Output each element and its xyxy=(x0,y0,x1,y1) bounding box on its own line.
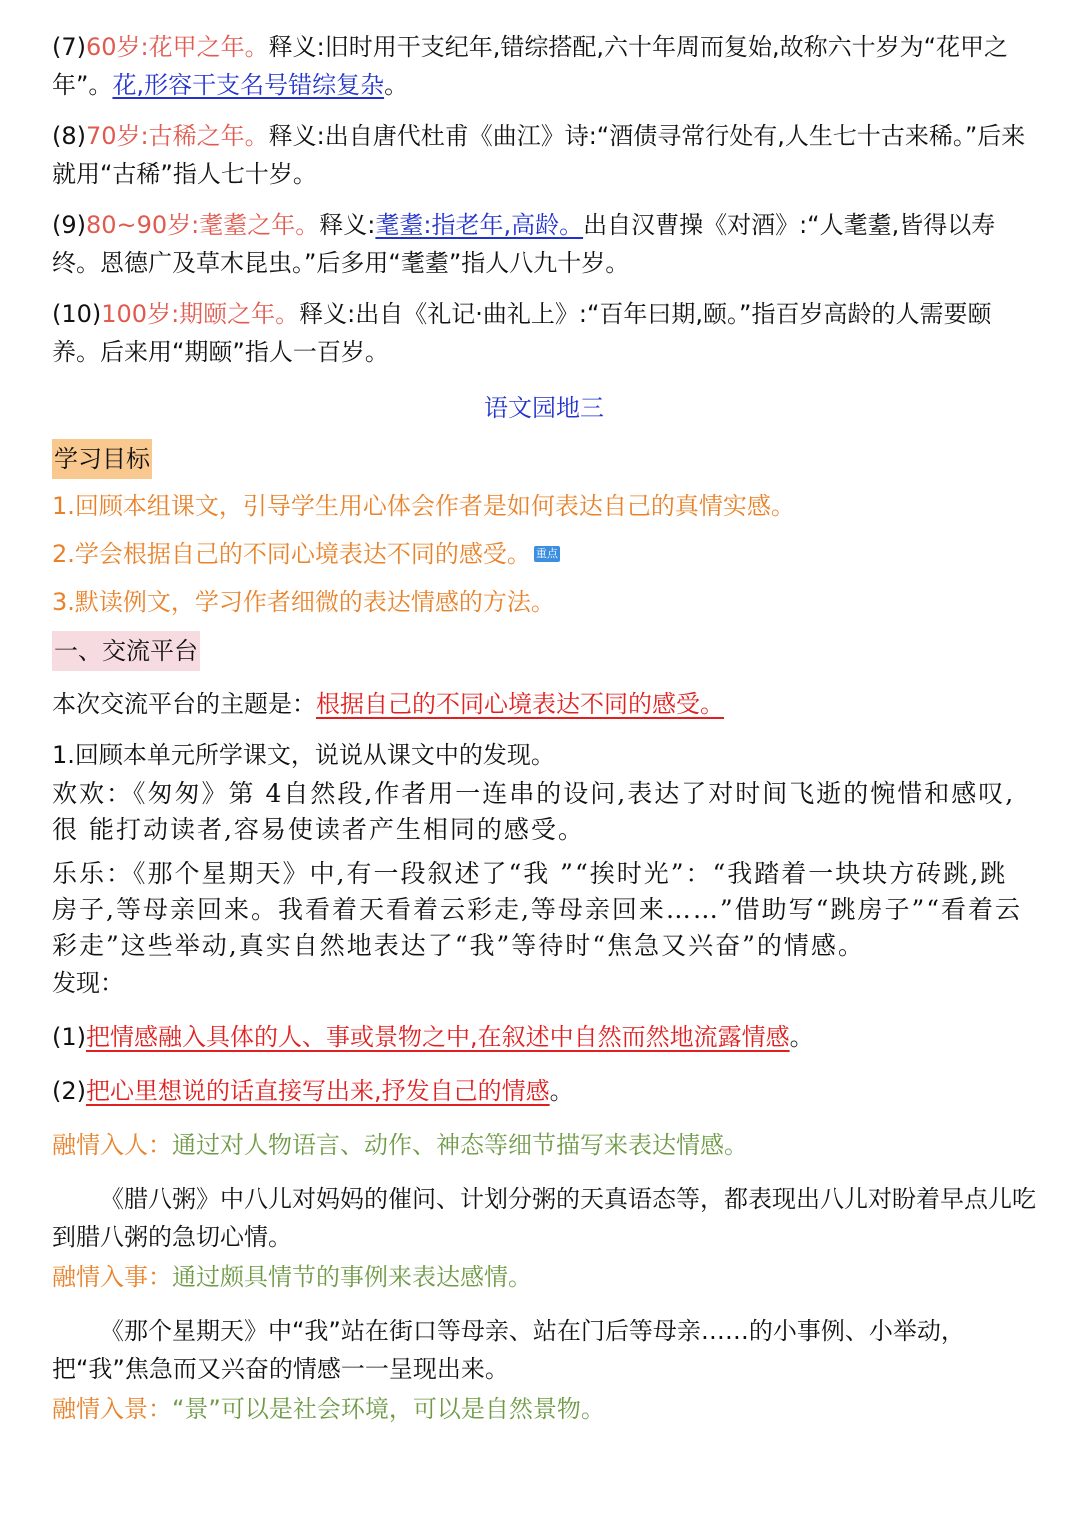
item-number: (10) xyxy=(52,300,102,328)
definition-label: 释义: xyxy=(299,300,356,328)
emotion-scene-text: “景”可以是社会环境，可以是自然景物。 xyxy=(172,1395,605,1423)
part1-heading: 一、交流平台 xyxy=(52,631,200,671)
age-term: 60岁:花甲之年。 xyxy=(86,33,269,61)
theme-text: 根据自己的不同心境表达不同的感受。 xyxy=(316,690,724,718)
goals-heading-row xyxy=(52,439,1036,479)
question-1: 1.回顾本单元所学课文，说说从课文中的发现。 xyxy=(52,741,555,769)
discovery-label: 发现： xyxy=(52,969,124,997)
goals-heading: 学习目标 xyxy=(52,439,152,479)
discovery-number: (2) xyxy=(52,1077,86,1105)
item-9 xyxy=(52,206,1036,282)
definition-label: 释义: xyxy=(268,122,325,150)
emotion-person xyxy=(52,1126,1036,1164)
theme-prefix: 本次交流平台的主题是： xyxy=(52,690,316,718)
item-7 xyxy=(52,28,1036,104)
definition-text: 出自《礼记·曲礼上》:“百年曰期,颐。”指百岁高龄的人需要颐养。后来用“期颐”指人一百岁。 xyxy=(52,300,992,366)
age-term: 100岁:期颐之年。 xyxy=(101,300,300,328)
definition-text: 出自唐代杜甫《曲江》诗:“酒债寻常行处有,人生七十古来稀。”后来就用“古稀”指人七十岁。 xyxy=(52,122,1026,188)
emotion-event-example: 《那个星期天》中“我”站在街口等母亲、站在门后等母亲……的小事例、小举动， 把“我”焦急而又兴奋的情感一一呈现出来。 xyxy=(52,1317,965,1383)
discovery-1 xyxy=(52,1018,1036,1056)
age-term: 80~90岁:耄耋之年。 xyxy=(86,211,320,239)
section-title: 语文园地三 xyxy=(484,394,604,422)
definition-text: 旧时用干支纪年,错综搭配,六十年周而复始,故称六十岁为“花甲之年”。 xyxy=(52,33,1009,99)
goal-2 xyxy=(52,535,1036,573)
lele-paragraph: 乐乐：《那个星期天》中,有一段叙述了“我 ”“挨时光”：“我踏着一块块方砖跳,跳 房子,等母亲回来。我看着天看着云彩走,等母亲回来……”借助写“跳房子”“看着云 彩走”这些举动,真实自然地表达了“我”等待时“焦急又兴奋”的情感。 xyxy=(52,859,1023,960)
item-number: (9) xyxy=(52,211,86,239)
item-number: (8) xyxy=(52,122,86,150)
discovery-text: 把情感融入具体的人、事或景物之中,在叙述中自然而然地流露情感 xyxy=(86,1023,790,1051)
note-text: 耄耋:指老年,高龄。 xyxy=(375,211,584,239)
sentence-end: 。 xyxy=(549,1077,574,1105)
definition-label: 释义: xyxy=(319,211,376,239)
discovery-text: 把心里想说的话直接写出来,抒发自己的情感 xyxy=(86,1077,550,1105)
age-term: 70岁:古稀之年。 xyxy=(86,122,269,150)
emotion-event-text: 通过颇具情节的事例来表达感情。 xyxy=(172,1263,532,1291)
emotion-scene xyxy=(52,1390,1036,1428)
emotion-person-text: 通过对人物语言、动作、神态等细节描写来表达情感。 xyxy=(172,1131,748,1159)
discovery-number: (1) xyxy=(52,1023,86,1051)
item-10 xyxy=(52,295,1036,371)
discovery-2 xyxy=(52,1072,1036,1110)
item-8 xyxy=(52,117,1036,193)
definition-text: 出自汉曹操《对酒》:“人耄耋,皆得以寿终。恩德广及草木昆虫。”后多用“耄耋”指人八九十岁。 xyxy=(52,211,996,277)
theme-line xyxy=(52,685,1036,723)
sentence-end: 。 xyxy=(384,71,409,99)
key-point-badge: 重点 xyxy=(535,547,558,560)
note-text: 花,形容干支名号错综复杂 xyxy=(112,71,385,99)
sentence-end: 。 xyxy=(789,1023,814,1051)
part1-heading-row xyxy=(52,631,1036,671)
emotion-event xyxy=(52,1258,1036,1296)
definition-label: 释义: xyxy=(268,33,325,61)
emotion-person-label: 融情入人： xyxy=(52,1131,172,1159)
goal-2-text: 2.学会根据自己的不同心境表达不同的感受。 xyxy=(52,540,531,568)
item-number: (7) xyxy=(52,33,86,61)
goal-1: 1.回顾本组课文，引导学生用心体会作者是如何表达自己的真情实感。 xyxy=(52,492,795,520)
document-page xyxy=(52,28,1036,1428)
emotion-person-example: 《腊八粥》中八儿对妈妈的催问、计划分粥的天真语态等，都表现出八儿对盼着早点儿吃到腊八粥的急切心情。 xyxy=(52,1185,1036,1251)
emotion-scene-label: 融情入景： xyxy=(52,1395,172,1423)
goal-3: 3.默读例文，学习作者细微的表达情感的方法。 xyxy=(52,588,555,616)
huanhuan-paragraph: 欢欢：《匆匆》第 4自然段,作者用一连串的设问,表达了对时间飞逝的惋惜和感叹,很 能打动读者,容易使读者产生相同的感受。 xyxy=(52,779,1016,844)
emotion-event-label: 融情入事： xyxy=(52,1263,172,1291)
